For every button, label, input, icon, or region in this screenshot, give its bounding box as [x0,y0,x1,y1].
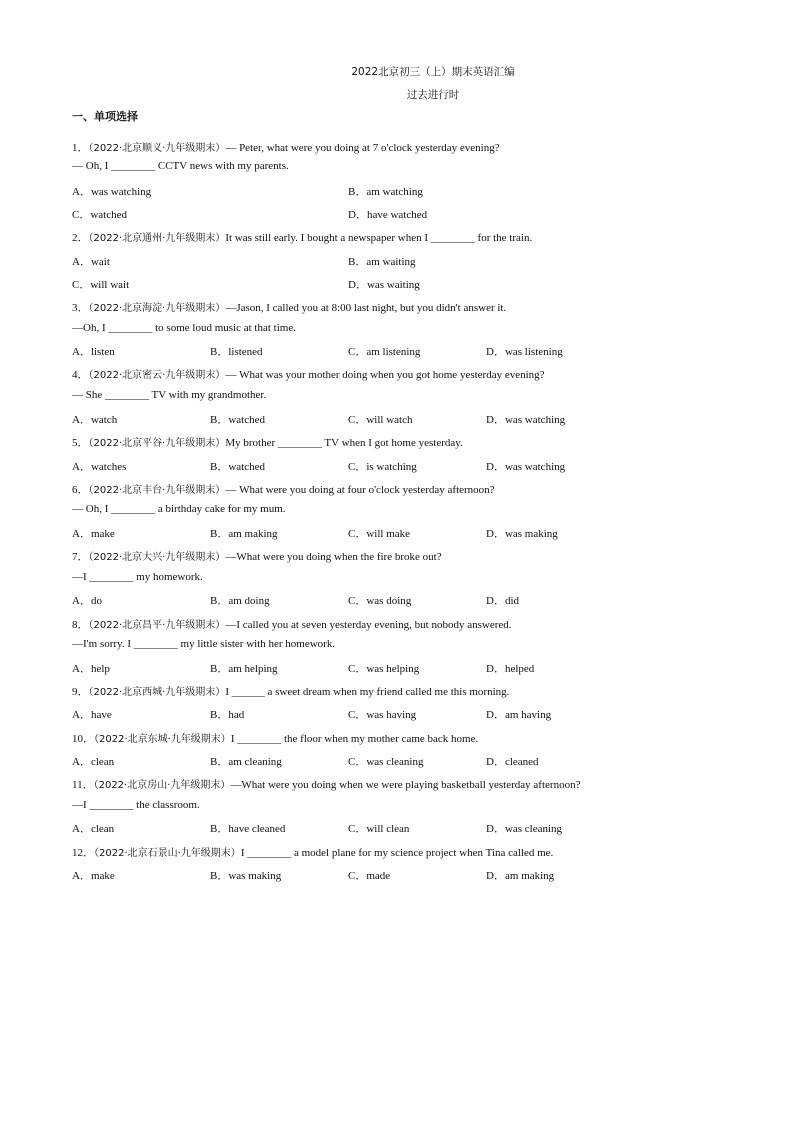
question-stem [72,299,506,315]
question-text: —What were you doing when the fire broke out? [225,551,442,563]
question-source: （2022·北京昌平·九年级期末） [88,620,226,631]
answer-option-c: C．will clean [348,823,410,835]
answer-option-b: B．am making [210,528,278,540]
question-text: I ________ a model plane for my science project when Tina called me. [240,847,554,859]
question-stem [72,434,463,450]
answer-option-a: A．have [72,709,112,721]
question-number: 2． [72,232,89,244]
answer-option-a: A．wait [72,256,110,268]
question-stem [72,481,495,497]
question-stem [72,139,500,155]
question-source: （2022·北京密云·九年级期末） [88,370,226,381]
question-stem [72,616,512,632]
question-number: 12． [72,847,94,859]
answer-option-b: B．listened [210,346,263,358]
section-heading: 一、单项选择 [72,110,138,123]
question-source: （2022·北京石景山·九年级期末） [94,848,241,859]
document-subtitle: 过去进行时 [406,89,460,101]
answer-option-b: B．am waiting [348,256,416,268]
answer-option-b: B．have cleaned [210,823,286,835]
question-text: It was still early. I bought a newspaper when I ________ for the train. [225,232,533,244]
question-text: —Jason, I called you at 8:00 last night, but you didn't answer it. [225,302,507,314]
question-stem [72,366,545,382]
question-number: 6． [72,484,89,496]
question-source: （2022·北京通州·九年级期末） [88,233,226,244]
answer-option-d: D．am making [486,870,555,882]
question-response: — Oh, I ________ CCTV news with my parents. [72,160,289,172]
question-number: 4． [72,369,89,381]
answer-option-c: C．will wait [72,279,130,291]
answer-option-c: C．am listening [348,346,421,358]
question-stem [72,229,532,245]
question-response: —I'm sorry. I ________ my little sister with her homework. [72,638,336,650]
answer-option-c: C．watched [72,209,127,221]
question-number: 3． [72,302,89,314]
answer-option-a: A．clean [72,823,115,835]
answer-option-d: D．was listening [486,346,563,358]
answer-option-d: D．was watching [486,414,566,426]
answer-option-a: A．make [72,528,115,540]
answer-option-a: A．watches [72,461,127,473]
answer-option-c: C．was having [348,709,417,721]
answer-option-b: B．was making [210,870,282,882]
question-source: （2022·北京西城·九年级期末） [88,687,226,698]
answer-option-d: D．was making [486,528,558,540]
answer-option-d: D．helped [486,663,535,675]
question-number: 11． [72,779,94,791]
question-response: —I ________ my homework. [72,571,203,583]
question-response: —I ________ the classroom. [72,799,200,811]
question-text: — What was your mother doing when you got home yesterday evening? [225,369,545,381]
answer-option-a: A．help [72,663,110,675]
question-number: 8． [72,619,89,631]
question-source: （2022·北京东城·九年级期末） [94,734,231,745]
answer-option-b: B．am watching [348,186,423,198]
question-text: —What were you doing when we were playing basketball yesterday afternoon? [230,779,581,791]
answer-option-d: D．have watched [348,209,428,221]
answer-option-d: D．was cleaning [486,823,563,835]
question-source: （2022·北京大兴·九年级期末） [88,552,226,563]
answer-option-b: B．am doing [210,595,270,607]
question-text: — What were you doing at four o'clock yesterday afternoon? [225,484,495,496]
answer-option-d: D．was watching [486,461,566,473]
document-title: 2022北京初三（上）期末英语汇编 [351,66,515,78]
question-source: （2022·北京房山·九年级期末） [93,780,231,791]
question-stem [72,548,442,564]
question-response: — Oh, I ________ a birthday cake for my mum. [72,503,286,515]
question-text: —I called you at seven yesterday evening, but nobody answered. [225,619,512,631]
question-text: I ________ the floor when my mother came back home. [230,733,479,745]
answer-option-b: B．watched [210,414,265,426]
question-number: 10． [72,733,94,745]
question-source: （2022·北京顺义·九年级期末） [88,143,226,154]
answer-option-d: D．was waiting [348,279,420,291]
question-source: （2022·北京海淀·九年级期末） [88,303,226,314]
question-source: （2022·北京丰台·九年级期末） [88,485,226,496]
answer-option-a: A．clean [72,756,115,768]
answer-option-c: C．made [348,870,391,882]
answer-option-a: A．listen [72,346,115,358]
question-text: — Peter, what were you doing at 7 o'clock yesterday evening? [225,142,500,154]
question-source: （2022·北京平谷·九年级期末） [88,438,226,449]
answer-option-b: B．am cleaning [210,756,282,768]
answer-option-a: A．was watching [72,186,152,198]
answer-option-c: C．was doing [348,595,412,607]
question-text: I ______ a sweet dream when my friend called me this morning. [225,686,510,698]
answer-option-d: D．did [486,595,519,607]
answer-option-c: C．will watch [348,414,413,426]
answer-option-b: B．had [210,709,245,721]
question-stem [72,730,478,746]
question-stem [72,683,509,699]
answer-option-b: B．am helping [210,663,278,675]
question-stem [72,844,553,860]
question-number: 9． [72,686,89,698]
question-number: 5． [72,437,89,449]
answer-option-a: A．watch [72,414,118,426]
answer-option-c: C．was helping [348,663,420,675]
question-stem [72,776,580,792]
answer-option-b: B．watched [210,461,265,473]
question-number: 7． [72,551,89,563]
answer-option-c: C．is watching [348,461,417,473]
answer-option-c: C．will make [348,528,411,540]
answer-option-d: D．cleaned [486,756,539,768]
question-response: — She ________ TV with my grandmother. [72,389,267,401]
question-response: —Oh, I ________ to some loud music at that time. [72,322,296,334]
answer-option-a: A．make [72,870,115,882]
answer-option-a: A．do [72,595,102,607]
question-text: My brother ________ TV when I got home yesterday. [225,437,463,449]
answer-option-c: C．was cleaning [348,756,424,768]
question-number: 1． [72,142,89,154]
answer-option-d: D．am having [486,709,552,721]
